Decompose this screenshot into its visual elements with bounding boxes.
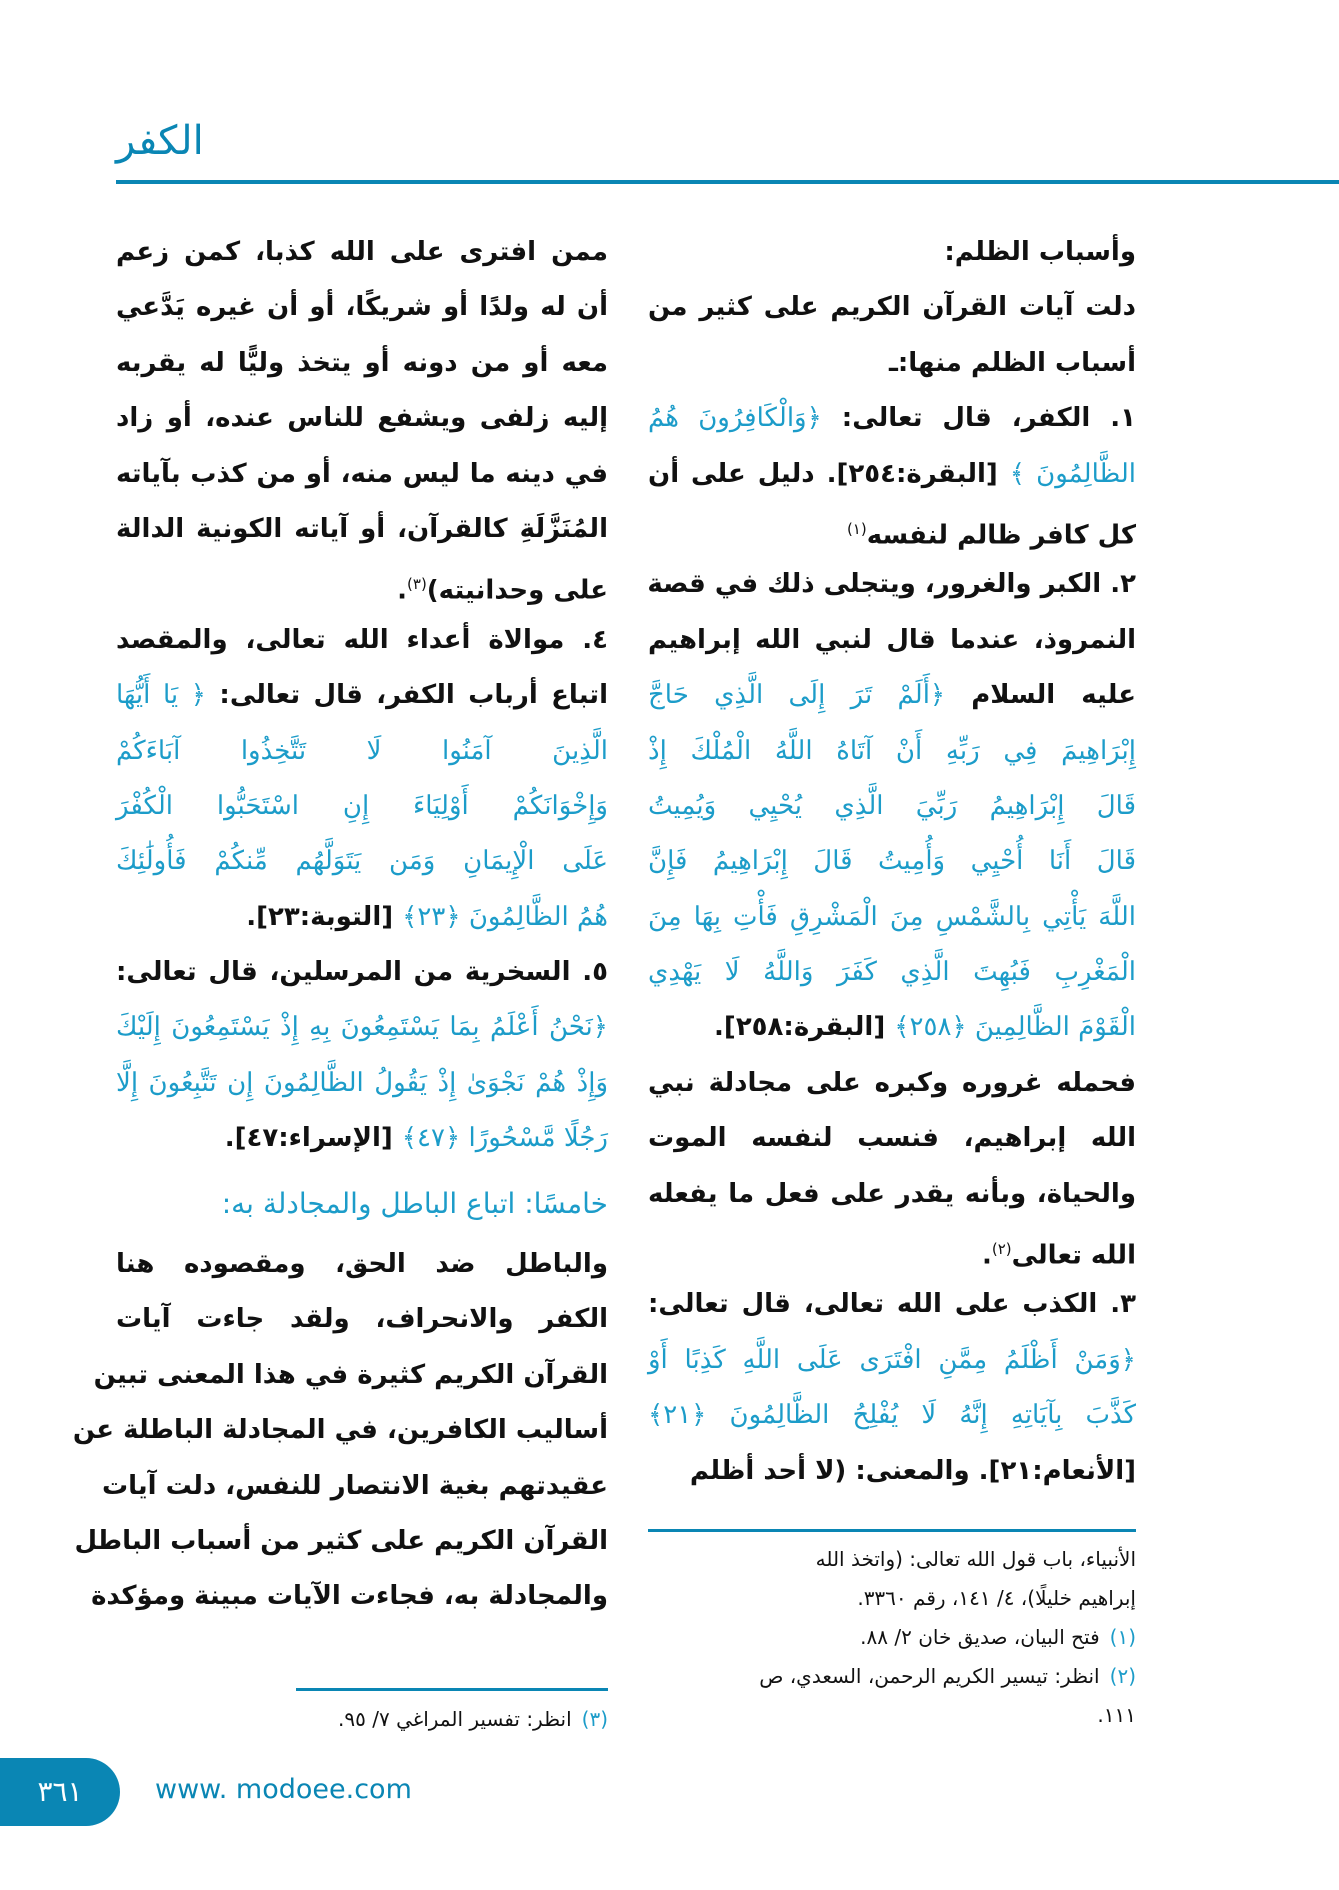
text-line [91,1569,608,1624]
text-line [648,280,1136,335]
text-line [116,779,608,834]
quran-verse-text: عَلَى الْإِيمَانِ وَمَن يَتَوَلَّهُم مِّنكُمْ فَأُولَٰئِكَ [116,846,608,877]
line-text: إليه زلفى ويشفع للناس عنده، أو زاد [116,403,608,434]
quran-verse-text: ﴿وَالْكَافِرُونَ هُمُ [648,403,822,434]
quran-verse-text: ﴿ يَا أَيُّهَا [116,680,207,711]
text-line [648,1333,1136,1388]
line-text: أساليب الكافرين، في المجادلة الباطلة عن [72,1415,608,1446]
text-line [648,1444,1136,1499]
line-text: الله تعالى [1011,1240,1136,1271]
text-line [116,557,608,612]
text-line [648,1388,1136,1443]
quran-verse-text: وَإِذْ هُمْ نَجْوَىٰ إِذْ يَقُولُ الظَّالِمُونَ إِن تَتَّبِعُونَ إِلَّا [116,1067,608,1098]
line-text: القرآن الكريم كثيرة في هذا المعنى تبين [93,1359,608,1390]
text-line [648,945,1136,1000]
line-text: ٢. الكبر والغرور، ويتجلى ذلك في قصة [647,569,1136,600]
footnote-ref[interactable]: (١) [846,519,867,538]
quran-verse-text: هُمُ الظَّالِمُونَ ﴿٢٣﴾ [402,901,608,932]
footnote [759,1618,1136,1657]
quran-verse-text: الْقَوْمَ الظَّالِمِينَ ﴿٢٥٨﴾ [894,1012,1136,1043]
line-text: [البقرة:٢٥٨]. [714,1012,895,1043]
footnote [338,1700,608,1739]
footnote-ref[interactable]: (٣) [407,575,427,594]
footnote-text: ١١١. [1097,1703,1136,1727]
line-text: ٣. الكذب على الله تعالى، قال تعالى: [648,1289,1136,1320]
text-line [648,834,1136,889]
quran-verse-text: كَذَّبَ بِآيَاتِهِ إِنَّهُ لَا يُفْلِحُ الظَّالِمُونَ ﴿٢١﴾ [648,1400,1136,1431]
left-footnotes [338,1700,608,1739]
quran-verse-text: الْمَغْرِبِ فَبُهِتَ الَّذِي كَفَرَ وَاللَّهُ لَا يَهْدِي [648,957,1136,988]
text-line [116,834,608,889]
section-heading [116,1176,608,1231]
text-line [648,1167,1136,1222]
line-text: فحمله غروره وكبره على مجادلة نبي [648,1067,1136,1098]
text-line [116,280,608,335]
text-line [648,613,1136,668]
text-line [648,502,1136,557]
left-column [72,225,608,1625]
line-text: . [981,1240,992,1271]
text-line [648,1222,1136,1277]
right-footnotes [759,1540,1136,1735]
quran-verse-text: رَجُلًا مَّسْحُورًا ﴿٤٧﴾ [401,1123,608,1154]
footnote-ref[interactable]: (٢) [991,1240,1012,1259]
right-footnote-rule [648,1529,1136,1532]
footnote-number: (١) [1109,1625,1136,1649]
text-line [648,336,1136,391]
line-text: عقيدتهم بغية الانتصار للنفس، دلت آيات [101,1470,608,1501]
text-line [648,557,1136,612]
text-line [116,668,608,723]
line-text: والباطل ضد الحق، ومقصوده هنا [116,1249,608,1280]
footnote-text: فتح البيان، صديق خان ٢/ ٨٨. [860,1625,1100,1649]
text-line [648,779,1136,834]
text-line [648,1000,1136,1055]
text-line [648,1111,1136,1166]
footnote [759,1579,1136,1618]
quran-verse-text: إِبْرَاهِيمَ فِي رَبِّهِ أَنْ آتَاهُ اللَّهُ الْمُلْكَ إِذْ [648,735,1136,766]
quran-verse-text: اللَّهَ يَأْتِي بِالشَّمْسِ مِنَ الْمَشْرِقِ فَأْتِ بِهَا مِنَ [648,901,1136,932]
text-line [116,391,608,446]
line-text: [التوبة:٢٣]. [246,901,403,932]
text-line [116,613,608,668]
line-text: عليه السلام [945,680,1136,711]
text-line [101,1459,608,1514]
footnote [759,1696,1136,1735]
left-footnote-rule [296,1688,608,1691]
text-line [74,1514,608,1569]
line-text: اتباع أرباب الكفر، قال تعالى: [206,680,608,711]
text-line [116,724,608,779]
footnote-text: الأنبياء، باب قول الله تعالى: (واتخذ الله [815,1547,1136,1571]
text-line [116,1292,608,1347]
text-line [648,1277,1136,1332]
line-text: [البقرة:٢٥٤]. دليل على أن [648,458,1010,489]
footnote [759,1657,1136,1696]
text-line [648,391,1136,446]
text-line [116,945,608,1000]
line-text: ٥. السخرية من المرسلين، قال تعالى: [116,957,608,988]
line-text: . [397,576,408,606]
footnote [759,1540,1136,1579]
line-text: ٤. موالاة أعداء الله تعالى، والمقصد [116,624,608,655]
header-rule [116,180,1339,184]
text-line [648,890,1136,945]
quran-verse-text: ﴿وَمَنْ أَظْلَمُ مِمَّنِ افْتَرَى عَلَى اللَّهِ كَذِبًا أَوْ [648,1344,1136,1375]
quran-verse-text: الَّذِينَ آمَنُوا لَا تَتَّخِذُوا آبَاءَكُمْ [116,735,608,766]
text-line [648,668,1136,723]
line-text: خامسًا: اتباع الباطل والمجادلة به: [221,1186,608,1220]
line-text: كل كافر ظالم لنفسه [866,520,1136,551]
footnote-number: (٣) [581,1707,608,1731]
quran-verse-text: وَإِخْوَانَكُمْ أَوْلِيَاءَ إِنِ اسْتَحَبُّوا الْكُفْرَ [116,790,608,821]
line-text: المُنَزَّلَةِ كالقرآن، أو آياته الكونية الدالة [116,513,608,544]
text-line [116,1056,608,1111]
line-text: وأسباب الظلم: [944,237,1136,267]
quran-verse-text: ﴿نَحْنُ أَعْلَمُ بِمَا يَسْتَمِعُونَ بِهِ إِذْ يَسْتَمِعُونَ إِلَيْكَ [116,1012,608,1043]
footnote-text: انظر: تيسير الكريم الرحمن، السعدي، ص [759,1664,1100,1688]
line-text: على وحدانيته) [426,576,608,606]
text-line [116,336,608,391]
text-line [116,225,608,280]
quran-verse-text: قَالَ أَنَا أُحْيِي وَأُمِيتُ قَالَ إِبْرَاهِيمُ فَإِنَّ [648,846,1136,877]
line-text: [الأنعام:٢١]. والمعنى: (لا أحد أظلم [689,1455,1136,1486]
text-line [116,1111,608,1166]
line-text: الله إبراهيم، فنسب لنفسه الموت [648,1123,1136,1154]
line-text: الكفر والانحراف، ولقد جاءت آيات [116,1304,608,1335]
line-text: معه أو من دونه أو يتخذ وليًّا له يقربه [116,347,608,378]
right-column [648,225,1136,1499]
text-line [648,447,1136,502]
text-line [648,225,1136,280]
line-text: النمروذ، عندما قال لنبي الله إبراهيم [648,624,1136,655]
line-text: ١. الكفر، قال تعالى: [821,403,1137,434]
footnote-text: انظر: تفسير المراغي ٧/ ٩٥. [338,1707,572,1731]
quran-verse-text: قَالَ إِبْرَاهِيمُ رَبِّيَ الَّذِي يُحْيِي وَيُمِيتُ [648,790,1136,821]
quran-verse-text: ﴿أَلَمْ تَرَ إِلَى الَّذِي حَاجَّ [648,680,946,711]
line-text: والحياة، وبأنه يقدر على فعل ما يفعله [648,1178,1136,1209]
line-text: [الإسراء:٤٧]. [224,1123,402,1154]
line-text: أسباب الظلم منها:ـ [888,347,1136,378]
text-line [116,1237,608,1292]
page-number-badge: ٣٦١ [0,1758,120,1826]
line-text: والمجادلة به، فجاءت الآيات مبينة ومؤكدة [91,1581,608,1612]
text-line [116,447,608,502]
line-text: ممن افترى على الله كذبا، كمن زعم [116,237,608,267]
text-line [116,890,608,945]
text-line [93,1348,608,1403]
text-line [648,724,1136,779]
line-text: القرآن الكريم على كثير من أسباب الباطل [74,1525,608,1556]
website-link[interactable]: www. modoee.com [155,1774,412,1805]
chapter-title: الكفر [116,118,204,164]
text-line [116,502,608,557]
line-text: دلت آيات القرآن الكريم على كثير من [648,292,1136,323]
footnote-number: (٢) [1109,1664,1136,1688]
text-line [116,1000,608,1055]
footnote-text: إبراهيم خليلًا)، ٤/ ١٤١، رقم ٣٣٦٠. [857,1586,1136,1610]
line-text: في دينه ما ليس منه، أو من كذب بآياته [116,458,608,489]
quran-verse-text: الظَّالِمُونَ ﴾ [1009,458,1136,489]
text-line [72,1403,608,1458]
line-text: أن له ولدًا أو شريكًا، أو أن غيره يَدَّعي [116,292,608,323]
text-line [648,1056,1136,1111]
